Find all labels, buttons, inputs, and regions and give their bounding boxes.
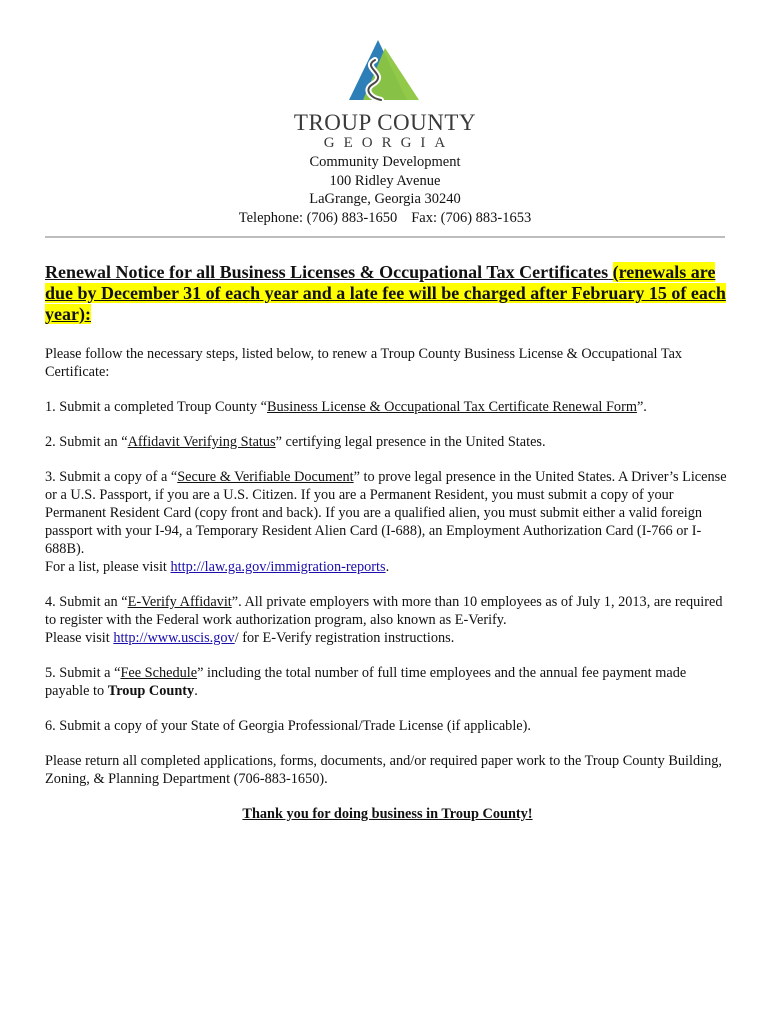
header-divider — [45, 236, 725, 238]
step-1-end: ”. — [636, 399, 647, 415]
troup-county-logo — [345, 38, 425, 104]
step-4-text: 4. Submit an “ — [45, 594, 128, 610]
step-6: 6. Submit a copy of your State of Georgia Professional/Trade License (if applicable). — [45, 718, 531, 734]
step-2-end: ” certifying legal presence in the United States. — [275, 434, 546, 450]
telephone: Telephone: (706) 883-1650 — [238, 209, 398, 226]
immigration-reports-link[interactable]: http://law.ga.gov/immigration-reports — [170, 559, 386, 575]
thank-you-note: Thank you for doing business in Troup County! — [242, 806, 533, 822]
affidavit-link[interactable]: Affidavit Verifying Status — [127, 434, 276, 450]
step-4-details: ”. All private employers with more than 10 employees as of July 1, 2013, are required to register with the Federal work authorization program, also known as E-Verify. — [45, 594, 723, 628]
step-5-payee: Troup County — [107, 683, 195, 699]
step-3 — [45, 468, 730, 576]
title-deadline-highlight: (renewals are due by December 31 of each year and a late fee will be charged after February 15 of each year): — [45, 262, 726, 324]
street-address: 100 Ridley Avenue — [329, 172, 441, 189]
step-3-end: . — [385, 559, 390, 575]
step-3-text: 3. Submit a copy of a “ — [45, 469, 178, 485]
step-5-details: ” including the total number of full time employees and the annual fee payment made payable to — [45, 665, 687, 699]
step-5 — [45, 664, 730, 700]
step-5-end: . — [194, 683, 198, 699]
step-2 — [45, 433, 730, 451]
state-name: GEORGIA — [323, 135, 455, 151]
title-main: Renewal Notice for all Business Licenses & Occupational Tax Certificates — [45, 262, 609, 282]
step-1 — [45, 398, 730, 416]
fax: Fax: (706) 883-1653 — [411, 209, 532, 226]
step-1-text: 1. Submit a completed Troup County “ — [45, 399, 267, 415]
notice-body — [45, 345, 730, 823]
department-name: Community Development — [309, 154, 461, 170]
closing-paragraph: Please return all completed applications, forms, documents, and/or required paper work to the Troup County Building, Zoning, & Planning Department (706-883-1650). — [45, 753, 722, 787]
fee-schedule-link[interactable]: Fee Schedule — [120, 665, 198, 681]
everify-affidavit-link[interactable]: E-Verify Affidavit — [127, 594, 232, 610]
step-4-end: / for E-Verify registration instructions. — [234, 630, 455, 646]
renewal-form-link[interactable]: Business License & Occupational Tax Certificate Renewal Form — [267, 399, 637, 415]
step-2-text: 2. Submit an “ — [45, 434, 128, 450]
city-state-zip: LaGrange, Georgia 30240 — [309, 191, 461, 207]
phone-fax-line — [0, 209, 770, 228]
contact-block — [0, 153, 770, 227]
step-5-text: 5. Submit a “ — [45, 665, 121, 681]
secure-document-link[interactable]: Secure & Verifiable Document — [177, 469, 354, 485]
step-3-details: ” to prove legal presence in the United States. A Driver’s License or a U.S. Passport, if you are a U.S. Citizen. If you are a Permanent Resident, you must submit a copy of your Permanent Resident Card (copy front and back). If you are a qualified alien, you must submit either a valid foreign passport with your I-94, a Temporary Resident Alien Card (I-688), an Employment Authorization Card (I-766 or I-688B). — [45, 469, 727, 557]
uscis-link[interactable]: http://www.uscis.gov — [113, 630, 235, 646]
step-4 — [45, 593, 730, 647]
step-4-visit-text: Please visit — [45, 630, 114, 646]
notice-title — [45, 262, 727, 325]
step-3-list-text: For a list, please visit — [45, 559, 171, 575]
intro-paragraph: Please follow the necessary steps, listed below, to renew a Troup County Business License & Occupational Tax Certificate: — [45, 346, 683, 380]
county-name: TROUP COUNTY — [293, 110, 477, 135]
